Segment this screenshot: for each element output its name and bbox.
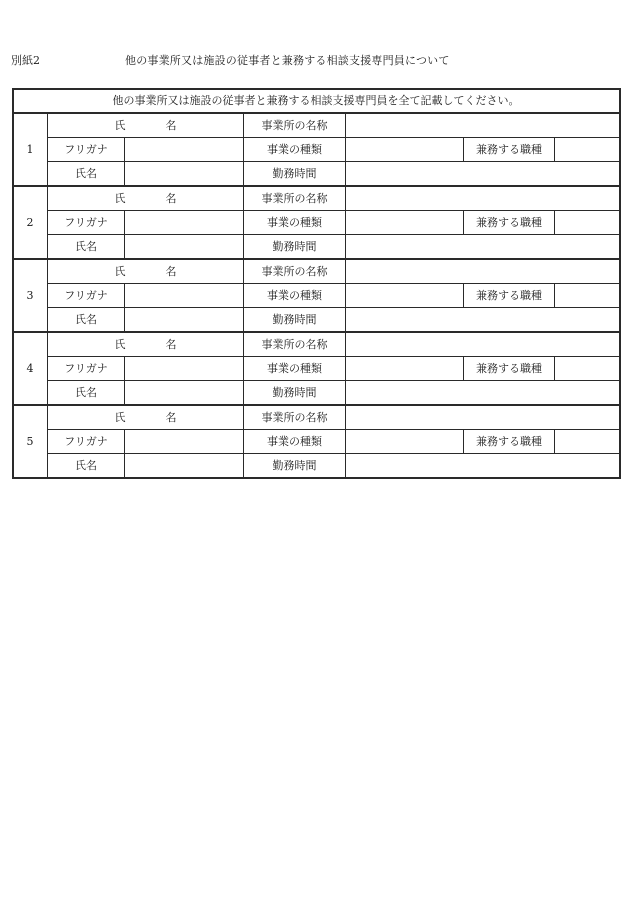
table-row [13,357,620,381]
concurrent-role-label: 兼務する職種 [464,138,555,162]
furigana-label: フリガナ [48,357,125,381]
name-label: 氏名 [48,162,125,187]
working-hours-field[interactable] [346,454,620,478]
name-heading-char-1: 氏 [114,264,126,278]
table-row [13,113,620,138]
name-heading-char-2: 名 [165,337,177,351]
business-type-label: 事業の種類 [244,138,346,162]
name-heading-char-1: 氏 [114,337,126,351]
name-heading-char-1: 氏 [114,410,126,424]
concurrent-role-label: 兼務する職種 [464,430,555,454]
table-row [13,259,620,284]
name-heading-char-1: 氏 [114,118,126,132]
working-hours-label: 勤務時間 [244,454,346,478]
table-row [13,211,620,235]
name-label: 氏名 [48,235,125,260]
name-heading-char-2: 名 [165,264,177,278]
staff-entry-group [13,113,620,186]
office-name-label: 事業所の名称 [244,332,346,357]
table-row [13,235,620,260]
name-heading-char-2: 名 [165,410,177,424]
furigana-field[interactable] [125,138,244,162]
entry-number: 1 [13,113,48,186]
entry-number: 5 [13,405,48,478]
name-field[interactable] [125,162,244,187]
table-caption: 他の事業所又は施設の従事者と兼務する相談支援専門員を全て記載してください。 [13,89,620,114]
table-row [13,186,620,211]
table-row [13,162,620,187]
furigana-field[interactable] [125,284,244,308]
name-label: 氏名 [48,308,125,333]
table-row [13,138,620,162]
working-hours-label: 勤務時間 [244,162,346,187]
business-type-field[interactable] [346,211,464,235]
business-type-label: 事業の種類 [244,430,346,454]
concurrent-role-field[interactable] [555,430,620,454]
table-row [13,381,620,406]
office-name-field[interactable] [346,332,620,357]
office-name-field[interactable] [346,113,620,138]
business-type-field[interactable] [346,284,464,308]
concurrent-staff-table [12,88,620,478]
furigana-label: フリガナ [48,138,125,162]
furigana-label: フリガナ [48,211,125,235]
concurrent-role-label: 兼務する職種 [464,211,555,235]
office-name-label: 事業所の名称 [244,113,346,138]
concurrent-role-field[interactable] [555,138,620,162]
office-name-label: 事業所の名称 [244,186,346,211]
office-name-label: 事業所の名称 [244,259,346,284]
staff-entry-group [13,332,620,405]
concurrent-role-field[interactable] [555,211,620,235]
working-hours-field[interactable] [346,308,620,333]
table-caption-section [13,89,620,114]
furigana-field[interactable] [125,357,244,381]
attachment-label: 別紙2 [11,54,40,67]
name-field[interactable] [125,381,244,406]
office-name-label: 事業所の名称 [244,405,346,430]
furigana-field[interactable] [125,430,244,454]
concurrent-role-label: 兼務する職種 [464,284,555,308]
working-hours-label: 勤務時間 [244,308,346,333]
name-heading-char-2: 名 [165,191,177,205]
concurrent-role-field[interactable] [555,357,620,381]
name-field[interactable] [125,308,244,333]
working-hours-field[interactable] [346,381,620,406]
concurrent-role-label: 兼務する職種 [464,357,555,381]
working-hours-field[interactable] [346,162,620,187]
name-heading-cell [48,186,244,211]
staff-entry-group [13,186,620,259]
furigana-label: フリガナ [48,430,125,454]
table-row [13,430,620,454]
entry-number: 3 [13,259,48,332]
name-label: 氏名 [48,454,125,478]
furigana-field[interactable] [125,211,244,235]
entry-number: 2 [13,186,48,259]
staff-entry-group [13,405,620,478]
working-hours-label: 勤務時間 [244,235,346,260]
name-heading-char-1: 氏 [114,191,126,205]
document-header [11,53,611,69]
table-row [13,284,620,308]
business-type-field[interactable] [346,357,464,381]
office-name-field[interactable] [346,259,620,284]
table-row [13,308,620,333]
name-label: 氏名 [48,381,125,406]
working-hours-label: 勤務時間 [244,381,346,406]
office-name-field[interactable] [346,186,620,211]
name-field[interactable] [125,235,244,260]
business-type-field[interactable] [346,138,464,162]
name-heading-char-2: 名 [165,118,177,132]
working-hours-field[interactable] [346,235,620,260]
document-title: 他の事業所又は施設の従事者と兼務する相談支援専門員について [125,54,450,67]
table-row [13,405,620,430]
business-type-field[interactable] [346,430,464,454]
business-type-label: 事業の種類 [244,357,346,381]
entry-number: 4 [13,332,48,405]
table-row [13,332,620,357]
name-heading-cell [48,405,244,430]
furigana-label: フリガナ [48,284,125,308]
business-type-label: 事業の種類 [244,211,346,235]
name-heading-cell [48,259,244,284]
concurrent-role-field[interactable] [555,284,620,308]
name-heading-cell [48,332,244,357]
business-type-label: 事業の種類 [244,284,346,308]
name-heading-cell [48,113,244,138]
name-field[interactable] [125,454,244,478]
table-row [13,454,620,478]
staff-entry-group [13,259,620,332]
office-name-field[interactable] [346,405,620,430]
